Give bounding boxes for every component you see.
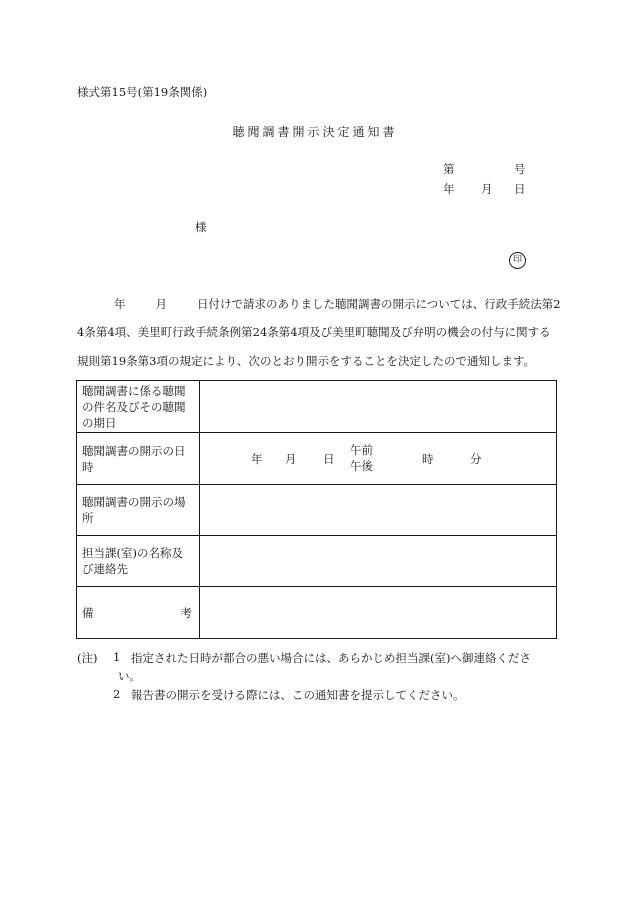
- table-row: [77, 381, 557, 433]
- row-value-hearing-subject[interactable]: [200, 381, 557, 433]
- row-label-disclosure-place: 聴聞調書の開示の場所: [77, 485, 200, 536]
- document-title: 聴聞調書開示決定通知書: [232, 125, 398, 139]
- row-value-remarks[interactable]: [200, 587, 557, 639]
- row-value-department-contact[interactable]: [200, 536, 557, 587]
- remarks-label-right: 考: [180, 605, 192, 620]
- row-label-department-contact: 担当課(室)の名称及び連絡先: [77, 536, 200, 587]
- body-year: 年: [114, 297, 126, 311]
- row-label-disclosure-datetime: 聴聞調書の開示の日時: [77, 433, 200, 485]
- note-2-text: 報告書の開示を受ける際には、この通知書を提示してください。: [131, 688, 465, 702]
- body-line-1: [114, 296, 561, 312]
- remarks-label-left: 備: [82, 605, 94, 620]
- body-month: 月: [155, 297, 167, 311]
- form-number: 様式第15号(第19条関係): [77, 85, 208, 99]
- note-1-text: 指定された日時が都合の悪い場合には、あらかじめ担当課(室)へ御連絡くださ: [131, 651, 531, 665]
- datetime-day: 日: [323, 452, 335, 466]
- row-label-hearing-subject: 聴聞調書に係る聴聞の件名及びその聴聞の期日: [77, 381, 200, 433]
- table-row: [77, 485, 557, 536]
- row-label-remarks: [77, 587, 200, 639]
- body-line-1-text: 日付けで請求のありました聴聞調書の開示については、行政手続法第2: [197, 297, 561, 311]
- datetime-year: 年: [251, 452, 263, 466]
- table-row: [77, 433, 557, 485]
- note-1-continuation: い。: [118, 669, 141, 683]
- datetime-minute: 分: [470, 452, 482, 466]
- seal-mark: 印: [509, 252, 526, 269]
- issue-date-day: 日: [514, 182, 526, 196]
- table-row: [77, 587, 557, 639]
- note-2-number: 2: [113, 687, 121, 701]
- addressee-honorific: 様: [195, 220, 207, 234]
- table-row: [77, 536, 557, 587]
- datetime-month: 月: [285, 452, 297, 466]
- row-value-disclosure-place[interactable]: [200, 485, 557, 536]
- row-value-disclosure-datetime[interactable]: [200, 433, 557, 485]
- datetime-pm: 午後: [350, 459, 373, 473]
- body-line-2: 4条第4項、美里町行政手続条例第24条第4項及び美里町聴聞及び弁明の機会の付与に関する: [77, 325, 551, 339]
- datetime-hour: 時: [422, 452, 434, 466]
- body-line-3: 規則第19条第3項の規定により、次のとおり開示をすることを決定したので通知します。: [77, 354, 536, 368]
- issue-date-month: 月: [481, 182, 493, 196]
- issue-date-year: 年: [443, 182, 455, 196]
- note-1-number: 1: [113, 650, 121, 664]
- reference-go: 号: [514, 162, 526, 176]
- reference-dai: 第: [443, 162, 455, 176]
- datetime-am: 午前: [350, 443, 373, 457]
- detail-table: [76, 380, 557, 639]
- notes-label: (注): [77, 651, 98, 665]
